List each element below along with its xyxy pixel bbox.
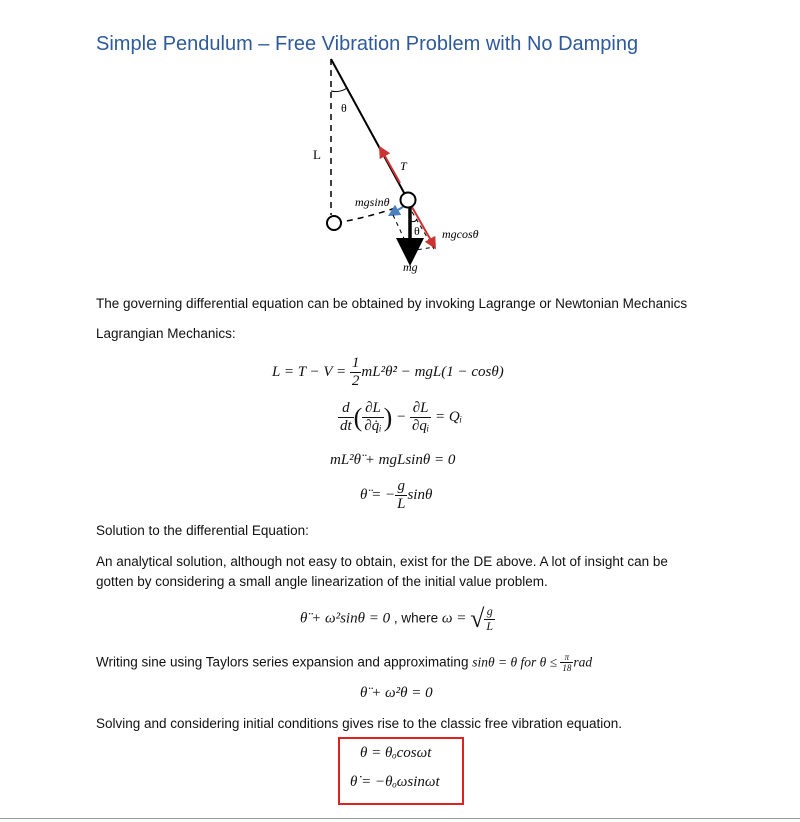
dashed-connector [393, 215, 408, 247]
tension-label: T [400, 159, 407, 173]
lagrangian-equation: L = T − V = $\frac{1}{2}$ mL²θ̇² − mgL(1 − cosθ) [272, 355, 504, 390]
analytical-paragraph-line1: An analytical solution, although not easy to obtain, exist for the DE above. A lot of insight can be [96, 554, 668, 569]
solution-heading: Solution to the differential Equation: [96, 523, 309, 538]
pendulum-rod [331, 59, 408, 200]
euler-lagrange-equation: $\frac{d}{dt}$ ( $\frac{\partial L}{\text{∂q̇ᵢ}}$ ) − $\frac{\partial L}{\text{∂qᵢ}}$ = Qᵢ [340, 400, 463, 435]
mgcos-label: mgcosθ [442, 227, 479, 241]
mgsin-label: mgsinθ [355, 195, 390, 209]
taylor-paragraph: Writing sine using Taylors series expansion and approximating sinθ = θ for θ ≤ $\frac{\pi}{18}$ rad [96, 652, 593, 674]
analytical-paragraph-line2: gotten by considering a small angle linearization of the initial value problem. [96, 574, 548, 589]
page-title: Simple Pendulum – Free Vibration Problem with No Damping [96, 33, 639, 55]
rod-extension [408, 205, 434, 249]
tension-arrow [382, 151, 400, 183]
theta-bottom-label: θ [414, 224, 420, 238]
theta-top-label: θ [341, 101, 347, 115]
length-label: L [313, 147, 321, 162]
solving-paragraph: Solving and considering initial conditions gives rise to the classic free vibration equation. [96, 716, 623, 731]
pivot-start-bob [327, 216, 341, 230]
page-bottom-divider [0, 818, 800, 819]
pendulum-bob [401, 193, 416, 208]
linear-equation: θ̈ + ω²θ = 0 [360, 685, 433, 701]
pendulum-diagram [300, 55, 500, 285]
theta-arc-top [331, 88, 347, 92]
swing-path [336, 207, 398, 223]
solution-equation-2: θ̇ = −θₒωsinωt [350, 774, 440, 790]
linearized-equation: θ̈ + ω²sinθ = 0 , where ω = √ $\frac{g}{L}$ [300, 603, 494, 633]
governing-paragraph: The governing differential equation can be obtained by invoking Lagrange or Newtonian Mechanics [96, 296, 688, 311]
lagrangian-heading: Lagrangian Mechanics: [96, 326, 236, 341]
mg-label: mg [403, 260, 418, 274]
dashed-connector-2 [410, 247, 434, 251]
solution-equation-1: θ = θₒcosωt [360, 745, 432, 761]
equation-of-motion-1: mL²θ̈ + mgLsinθ = 0 [330, 452, 456, 468]
equation-of-motion-2: θ̈ = − $\frac{g}{L}$ sinθ [360, 478, 433, 513]
